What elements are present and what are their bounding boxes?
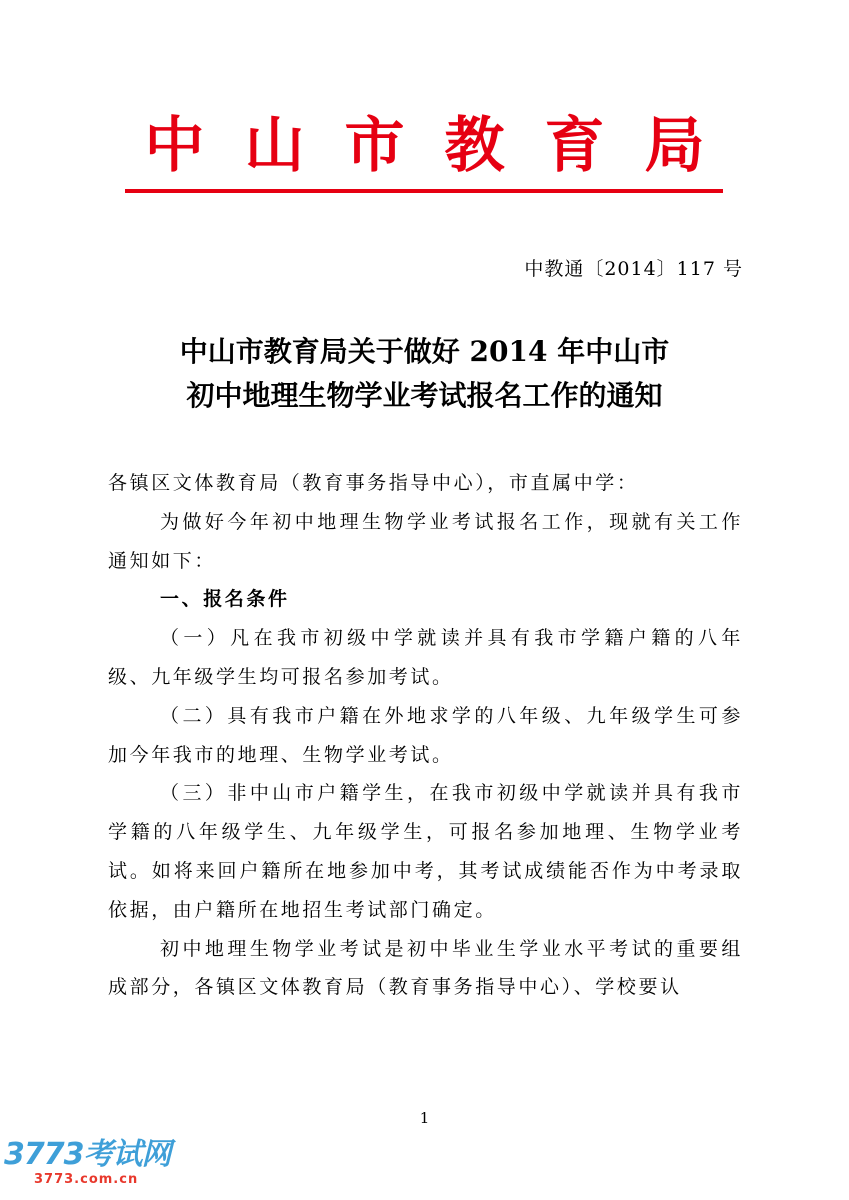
eligibility-item-2: （二）具有我市户籍在外地求学的八年级、九年级学生可参加今年我市的地理、生物学业考试。	[108, 704, 743, 766]
eligibility-item-3: （三）非中山市户籍学生，在我市初级中学就读并具有我市学籍的八年级学生、九年级学生，可报名参加地理、生物学业考试。如将来回户籍所在地参加中考，其考试成绩能否作为中考录取依据，由户籍所在地招生考试部门确定。	[108, 782, 743, 921]
notice-title	[0, 330, 849, 418]
notice-title-line-1: 中山市教育局关于做好 2014 年中山市	[179, 335, 670, 368]
watermark-url-text: 3773.com.cn	[34, 1172, 139, 1187]
notice-body	[108, 464, 743, 1007]
watermark-main-text: 3773考试网	[4, 1137, 171, 1172]
document-number: 中教通〔2014〕117 号	[524, 258, 743, 280]
section-heading-eligibility: 一、报名条件	[160, 588, 290, 611]
masthead-red-rule	[125, 189, 723, 193]
page-number: 1	[419, 1109, 430, 1127]
eligibility-item-1: （一）凡在我市初级中学就读并具有我市学籍户籍的八年级、九年级学生均可报名参加考试。	[108, 627, 743, 688]
masthead-title: 中山市教育局	[144, 111, 745, 181]
intro-paragraph: 为做好今年初中地理生物学业考试报名工作，现就有关工作通知如下：	[108, 510, 743, 572]
closing-paragraph: 初中地理生物学业考试是初中毕业生学业水平考试的重要组成部分，各镇区文体教育局（教育事务指导中心）、学校要认	[108, 937, 743, 999]
site-watermark-logo	[4, 1138, 179, 1194]
notice-title-line-2: 初中地理生物学业考试报名工作的通知	[186, 379, 663, 412]
salutation: 各镇区文体教育局（教育事务指导中心），市直属中学：	[108, 472, 639, 494]
